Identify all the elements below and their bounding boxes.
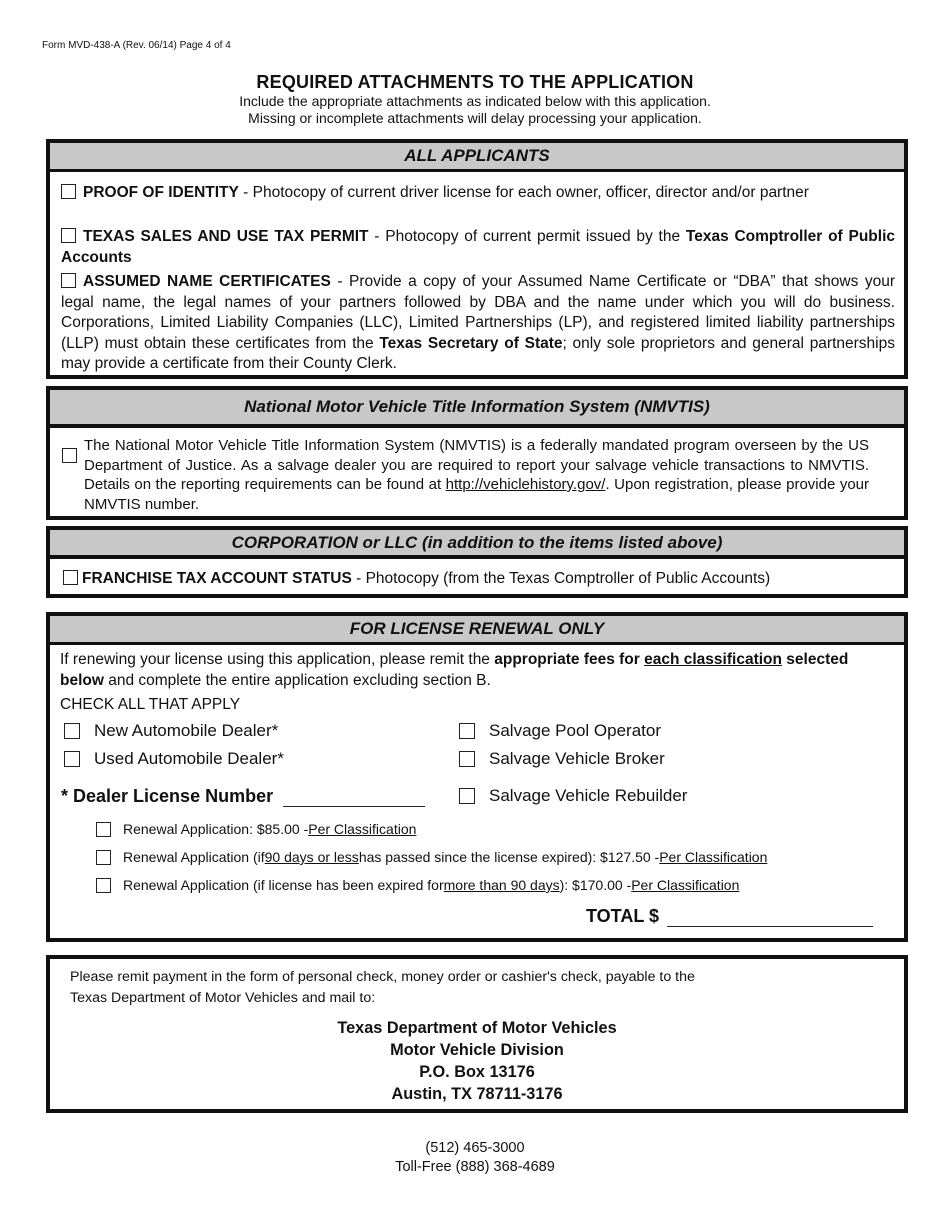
proof-of-identity-label: PROOF OF IDENTITY bbox=[83, 184, 239, 201]
proof-of-identity-item bbox=[61, 183, 895, 204]
nmvtis-link[interactable]: http://vehiclehistory.gov/ bbox=[445, 476, 606, 493]
assumed-name-checkbox[interactable] bbox=[61, 273, 76, 288]
renewal-intro-bold-2: selected below bbox=[60, 651, 849, 689]
total-label: TOTAL $ bbox=[586, 906, 660, 926]
salvage-pool-label: Salvage Pool Operator bbox=[489, 721, 661, 740]
renewal-intro-text-2: and complete the entire application excluding section B. bbox=[103, 671, 491, 689]
salvage-rebuilder-label: Salvage Vehicle Rebuilder bbox=[489, 786, 688, 805]
sales-tax-permit-item bbox=[61, 227, 895, 268]
fee-3-text: Renewal Application (if license has been expired for bbox=[123, 877, 444, 893]
all-applicants-heading: ALL APPLICANTS bbox=[50, 143, 904, 172]
fee-2-checkbox[interactable] bbox=[96, 850, 111, 865]
used-auto-label: Used Automobile Dealer* bbox=[94, 749, 284, 768]
fee-1-text: Renewal Application: $85.00 - bbox=[123, 821, 309, 837]
option-salvage-pool[interactable] bbox=[459, 721, 661, 741]
corporation-section bbox=[46, 526, 908, 598]
fee-3-underline: more than 90 days bbox=[443, 877, 560, 893]
address-line-1: Texas Department of Motor Vehicles bbox=[337, 1019, 617, 1037]
renewal-intro bbox=[60, 650, 890, 691]
option-new-auto[interactable] bbox=[64, 721, 278, 741]
salvage-rebuilder-checkbox[interactable] bbox=[459, 788, 475, 804]
nmvtis-description: The National Motor Vehicle Title Information System (NMVTIS) is a federally mandated program overseen by the US Department of Justice. As a salvage dealer you are required to report your salvage vehicle transactions to NMVTIS. Details on the reporting requirements can be found at bbox=[84, 437, 869, 493]
assumed-name-text-end: ; only sole proprietors and general partnerships may provide a certificate from their County Clerk. bbox=[61, 334, 895, 372]
fee-1-per-class: Per Classification bbox=[308, 821, 417, 837]
new-auto-checkbox[interactable] bbox=[64, 723, 80, 739]
salvage-broker-checkbox[interactable] bbox=[459, 751, 475, 767]
assumed-name-label: ASSUMED NAME CERTIFICATES bbox=[83, 273, 331, 290]
payment-line-1: Please remit payment in the form of personal check, money order or cashier's check, payable to the bbox=[70, 969, 695, 985]
sales-tax-permit-text: - Photocopy of current permit issued by the bbox=[368, 228, 686, 245]
address-line-4: Austin, TX 78711-3176 bbox=[391, 1085, 563, 1103]
mailing-address bbox=[50, 1017, 904, 1105]
total-field[interactable] bbox=[667, 909, 873, 927]
sales-tax-permit-checkbox[interactable] bbox=[61, 228, 76, 243]
title-block bbox=[0, 72, 950, 127]
franchise-tax-checkbox[interactable] bbox=[63, 570, 78, 585]
fee-3-per-class: Per Classification bbox=[631, 877, 740, 893]
subtitle-line-1: Include the appropriate attachments as indicated below with this application. bbox=[239, 93, 711, 109]
proof-of-identity-checkbox[interactable] bbox=[61, 184, 76, 199]
fee-option-1[interactable] bbox=[96, 821, 416, 837]
all-applicants-section bbox=[46, 139, 908, 379]
page-title: REQUIRED ATTACHMENTS TO THE APPLICATION bbox=[256, 72, 694, 92]
option-salvage-broker[interactable] bbox=[459, 749, 665, 769]
franchise-tax-item bbox=[63, 570, 770, 588]
fee-2-text-b: has passed since the license expired): $127.50 - bbox=[358, 849, 660, 865]
option-used-auto[interactable] bbox=[64, 749, 284, 769]
new-auto-label: New Automobile Dealer* bbox=[94, 721, 279, 740]
assumed-name-text: - Provide a copy of your Assumed Name Certificate or “DBA” that shows your legal name, the legal names of your partners followed by DBA and the name under which you will do business. Corporations, Limited Liability Companies (LLC), Limited Partnerships (LP), and registered limited liability partnerships (LLP) must obtain these certificates from the bbox=[61, 273, 895, 352]
nmvtis-text bbox=[84, 436, 869, 514]
assumed-name-item bbox=[61, 272, 895, 375]
dealer-license-field[interactable] bbox=[283, 789, 425, 807]
fee-2-text: Renewal Application (if bbox=[123, 849, 265, 865]
fee-3-checkbox[interactable] bbox=[96, 878, 111, 893]
fee-option-2[interactable] bbox=[96, 849, 767, 865]
salvage-pool-checkbox[interactable] bbox=[459, 723, 475, 739]
fee-1-checkbox[interactable] bbox=[96, 822, 111, 837]
check-all-label: CHECK ALL THAT APPLY bbox=[60, 696, 241, 713]
renewal-heading: FOR LICENSE RENEWAL ONLY bbox=[50, 616, 904, 645]
fee-option-3[interactable] bbox=[96, 877, 739, 893]
dealer-license-label: * Dealer License Number bbox=[61, 786, 274, 806]
payment-section bbox=[46, 955, 908, 1113]
renewal-section bbox=[46, 612, 908, 942]
payment-instructions bbox=[70, 967, 850, 1009]
renewal-intro-bold: appropriate fees for bbox=[494, 651, 645, 668]
contact-phones bbox=[0, 1139, 950, 1177]
proof-of-identity-text: - Photocopy of current driver license for each owner, officer, director and/or partner bbox=[238, 184, 809, 201]
option-salvage-rebuilder[interactable] bbox=[459, 786, 687, 806]
assumed-name-agency: Texas Secretary of State bbox=[379, 334, 563, 352]
total-amount bbox=[586, 906, 873, 927]
phone-number: (512) 465-3000 bbox=[425, 1140, 525, 1156]
nmvtis-checkbox[interactable] bbox=[62, 448, 77, 463]
corporation-heading: CORPORATION or LLC (in addition to the items listed above) bbox=[50, 530, 904, 559]
renewal-intro-underline: each classification bbox=[644, 651, 782, 668]
dealer-license-number bbox=[61, 786, 425, 807]
fee-3-text-b: ): $170.00 - bbox=[559, 877, 632, 893]
salvage-broker-label: Salvage Vehicle Broker bbox=[489, 749, 665, 768]
fee-2-underline: 90 days or less bbox=[264, 849, 359, 865]
sales-tax-permit-agency: Texas Comptroller of Public Accounts bbox=[61, 228, 895, 266]
subtitle-line-2: Missing or incomplete attachments will delay processing your application. bbox=[248, 110, 702, 126]
address-line-3: P.O. Box 13176 bbox=[419, 1063, 535, 1081]
renewal-intro-text: If renewing your license using this application, please remit the bbox=[60, 651, 495, 668]
franchise-tax-text: - Photocopy (from the Texas Comptroller of Public Accounts) bbox=[351, 570, 771, 587]
fee-2-per-class: Per Classification bbox=[659, 849, 768, 865]
form-id: Form MVD-438-A (Rev. 06/14) Page 4 of 4 bbox=[42, 40, 231, 51]
nmvtis-heading: National Motor Vehicle Title Information System (NMVTIS) bbox=[50, 390, 904, 428]
sales-tax-permit-label: TEXAS SALES AND USE TAX PERMIT bbox=[83, 228, 369, 245]
nmvtis-description-end: . Upon registration, please provide your NMVTIS number. bbox=[84, 476, 869, 513]
payment-line-2: Texas Department of Motor Vehicles and mail to: bbox=[70, 990, 376, 1006]
address-line-2: Motor Vehicle Division bbox=[390, 1041, 564, 1059]
used-auto-checkbox[interactable] bbox=[64, 751, 80, 767]
franchise-tax-label: FRANCHISE TAX ACCOUNT STATUS bbox=[82, 570, 352, 587]
nmvtis-section bbox=[46, 386, 908, 520]
toll-free-number: Toll-Free (888) 368-4689 bbox=[395, 1159, 555, 1175]
